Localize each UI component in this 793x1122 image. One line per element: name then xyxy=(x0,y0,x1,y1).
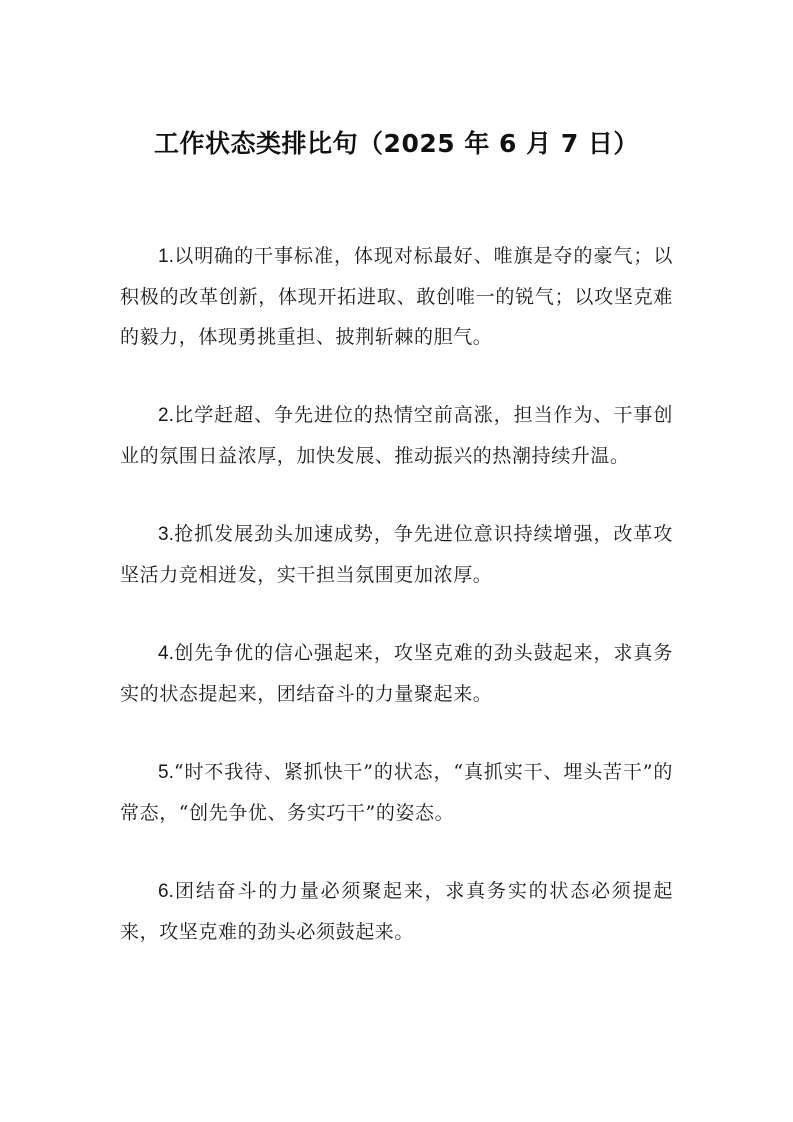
paragraph-text: 团结奋斗的力量必须聚起来，求真务实的状态必须提起来，攻坚克难的劲头必须鼓起来。 xyxy=(120,880,673,943)
paragraph-text: 以明确的干事标准，体现对标最好、唯旗是夺的豪气；以积极的改革创新，体现开拓进取、敢创唯一的锐气；以攻坚克难的毅力，体现勇挑重担、披荆斩棘的胆气。 xyxy=(120,245,673,348)
paragraph-text: “时不我待、紧抓快干”的状态，“真抓实干、埋头苦干”的常态，“创先争优、务实巧干”的姿态。 xyxy=(120,761,673,824)
paragraph-5 xyxy=(120,752,673,833)
paragraph-number: 4. xyxy=(158,643,174,664)
paragraph-number: 2. xyxy=(158,405,174,426)
paragraph-number: 1. xyxy=(158,246,174,267)
document-body xyxy=(120,236,673,990)
paragraph-2 xyxy=(120,395,673,476)
paragraph-6 xyxy=(120,871,673,952)
paragraph-text: 创先争优的信心强起来，攻坚克难的劲头鼓起来，求真务实的状态提起来，团结奋斗的力量聚起来。 xyxy=(120,642,673,705)
document-title: 工作状态类排比句（2025 年 6 月 7 日） xyxy=(154,129,639,158)
paragraph-text: 比学赶超、争先进位的热情空前高涨，担当作为、干事创业的氛围日益浓厚，加快发展、推动振兴的热潮持续升温。 xyxy=(120,404,673,467)
paragraph-4 xyxy=(120,633,673,714)
paragraph-number: 3. xyxy=(158,524,174,545)
paragraph-3 xyxy=(120,514,673,595)
paragraph-number: 6. xyxy=(158,881,174,902)
paragraph-1 xyxy=(120,236,673,357)
paragraph-number: 5. xyxy=(158,762,174,783)
paragraph-text: 抢抓发展劲头加速成势，争先进位意识持续增强，改革攻坚活力竞相迸发，实干担当氛围更加浓厚。 xyxy=(120,523,673,586)
